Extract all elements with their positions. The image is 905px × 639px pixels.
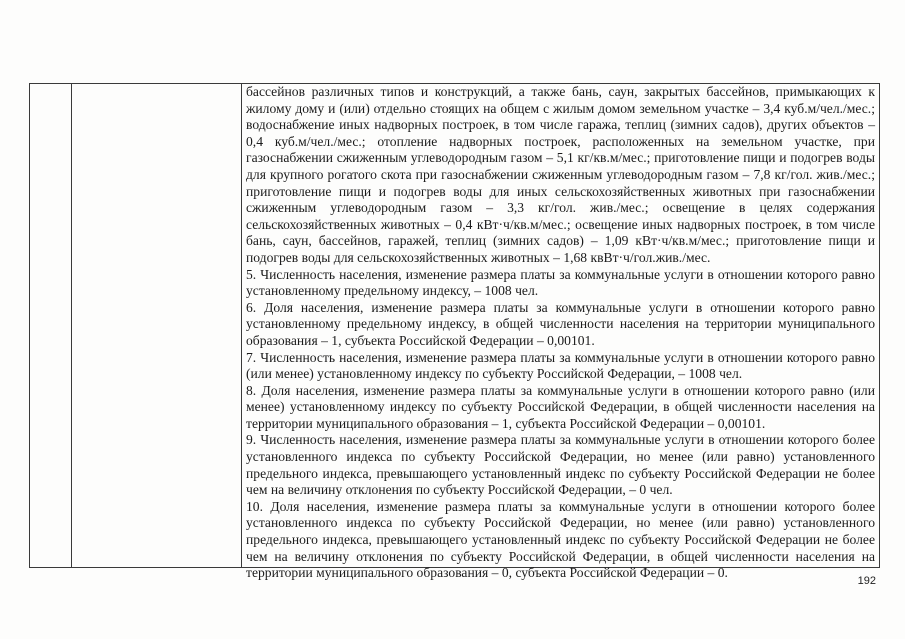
table-text-cell <box>246 84 875 582</box>
paragraph-7: 7. Численность населения, изменение размера платы за коммунальные услуги в отношении которого равно (или менее) установленному индексу по субъекту Российской Федерации, – 1008 чел. <box>246 349 875 382</box>
paragraph-6: 6. Доля населения, изменение размера платы за коммунальные услуги в отношении которого равно установленному предельному индексу, в общей численности населения на территории муниципального образования – 1, субъекта Российской Федерации – 0,00101. <box>246 299 875 348</box>
paragraph-9: 9. Численность населения, изменение размера платы за коммунальные услуги в отношении которого более установленного индекса по субъекту Российской Федерации, но менее (или равно) установленного предельного индекса, превышающего установленный индекс по субъекту Российской Федерации не более чем на величину отклонения по субъекту Российской Федерации, – 0 чел. <box>246 432 875 498</box>
paragraph-10: 10. Доля населения, изменение размера платы за коммунальные услуги в отношении которого более установленного индекса по субъекту Российской Федерации, но менее (или равно) установленного предельного индекса, превышающего установленный индекс по субъекту Российской Федерации не более чем на величину отклонения по субъекту Российской Федерации, в общей численности населения на территории муниципального образования – 0, субъекта Российской Федерации – 0. <box>246 498 875 581</box>
paragraph-5: 5. Численность населения, изменение размера платы за коммунальные услуги в отношении которого равно установленному предельному индексу, – 1008 чел. <box>246 266 875 299</box>
column-divider-1 <box>71 84 72 567</box>
column-divider-2 <box>241 84 242 567</box>
paragraph-norms-continuation: бассейнов различных типов и конструкций, а также бань, саун, закрытых бассейнов, примыкающих к жилому дому и (или) отдельно стоящих на общем с жилым домом земельном участке – 3,4 куб.м/чел./мес.; водоснабжение иных надворных построек, в том числе гаража, теплиц (зимних садов), других объектов – 0,4 куб.м/чел./мес.; отопление надворных построек, расположенных на земельном участке, при газоснабжении сжиженным углеводородным газом – 5,1 кг/кв.м/мес.; приготовление пищи и подогрев воды для крупного рогатого скота при газоснабжении сжиженным углеводородным газом – 7,8 кг/гол. жив./мес.; приготовление пищи и подогрев воды для иных сельскохозяйственных животных при газоснабжении сжиженным углеводородным газом – 3,3 кг/гол. жив./мес.; освещение в целях содержания сельскохозяйственных животных – 0,4 кВт·ч/кв.м/мес.; освещение иных надворных построек, в том числе бань, саун, бассейнов, гаражей, теплиц (зимних садов) – 1,09 кВт·ч/кв.м/мес.; приготовление пищи и подогрев воды для сельскохозяйственных животных – 1,68 квВт·ч/гол.жив./мес. <box>246 84 875 265</box>
paragraph-8: 8. Доля населения, изменение размера платы за коммунальные услуги в отношении которого равно (или менее) установленному индексу по субъекту Российской Федерации, в общей численности населения на территории муниципального образования – 1, субъекта Российской Федерации – 0,00101. <box>246 382 875 431</box>
page-number: 192 <box>857 575 876 587</box>
